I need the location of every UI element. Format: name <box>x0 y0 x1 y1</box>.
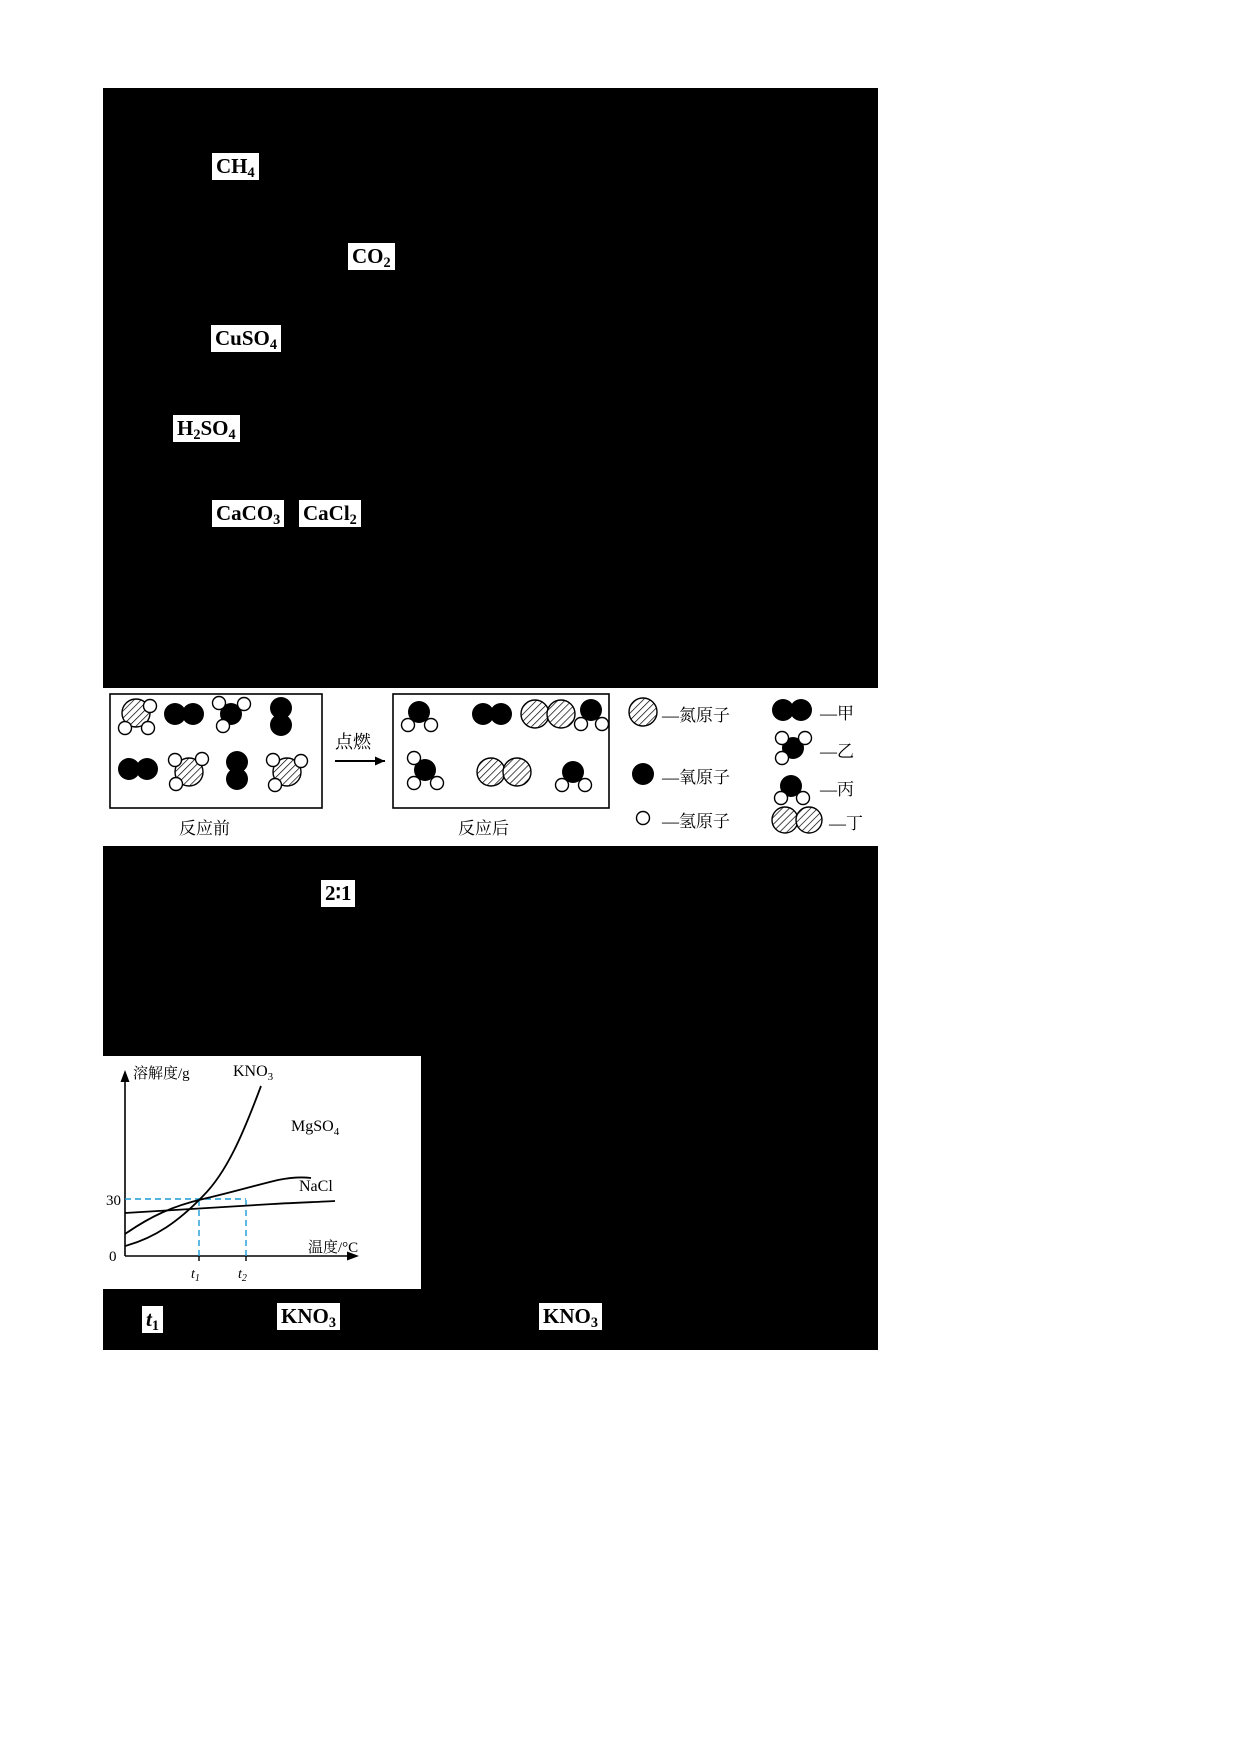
formula-chip-kno3-b: $KNO_3$ <box>539 1303 602 1330</box>
document-page <box>103 88 878 1350</box>
solubility-chart-svg <box>103 1056 421 1289</box>
chart-curve-label-nacl: NaCl <box>299 1178 333 1195</box>
chart-curve-label-mgso4: MgSO$_4$ <box>291 1118 340 1138</box>
formula-chip-co2: $CO_2$ <box>348 243 395 270</box>
solubility-chart-band <box>103 1056 878 1289</box>
formula-chip-h2so4: $H_2SO_4$ <box>173 415 240 442</box>
legend-substance-bing: —丙 <box>820 780 854 799</box>
reaction-condition-label: 点燃 <box>335 732 371 752</box>
chart-y-axis-label: 溶解度/g <box>133 1066 190 1082</box>
legend-substance-jia: —甲 <box>820 704 854 723</box>
reaction-diagram-band <box>103 688 878 846</box>
formula-chip-caco3: CaCO$_3$ <box>212 500 284 527</box>
legend-oxygen-atom: —氧原子 <box>662 768 730 787</box>
chart-curve-label-kno3: $KNO_3$ <box>233 1063 274 1083</box>
formula-chip-t1: $t_1$ <box>142 1306 163 1333</box>
formula-chip-cuso4: CuSO$_4$ <box>211 325 281 352</box>
chart-x-tick-t1: $t_1$ <box>191 1267 200 1284</box>
legend-substance-yi: —乙 <box>820 742 854 761</box>
chart-origin-label: 0 <box>109 1249 117 1265</box>
solubility-chart <box>103 1056 421 1289</box>
formula-chip-ratio: 2∶1 <box>321 880 355 907</box>
formula-chip-cacl2: CaCl$_2$ <box>299 500 361 527</box>
chart-x-axis-label: 温度/°C <box>308 1240 359 1256</box>
legend-nitrogen-atom: —氮原子 <box>662 706 730 725</box>
before-reaction-caption: 反应前 <box>179 819 230 838</box>
after-reaction-caption: 反应后 <box>458 819 509 838</box>
chart-y-tick-30: 30 <box>106 1193 121 1209</box>
legend-substance-ding: —丁 <box>829 814 863 833</box>
formula-chip-kno3-a: $KNO_3$ <box>277 1303 340 1330</box>
formula-chip-ch4: $CH_4$ <box>212 153 259 180</box>
legend-hydrogen-atom: —氢原子 <box>662 812 730 831</box>
chart-x-tick-t2: $t_2$ <box>238 1267 247 1284</box>
